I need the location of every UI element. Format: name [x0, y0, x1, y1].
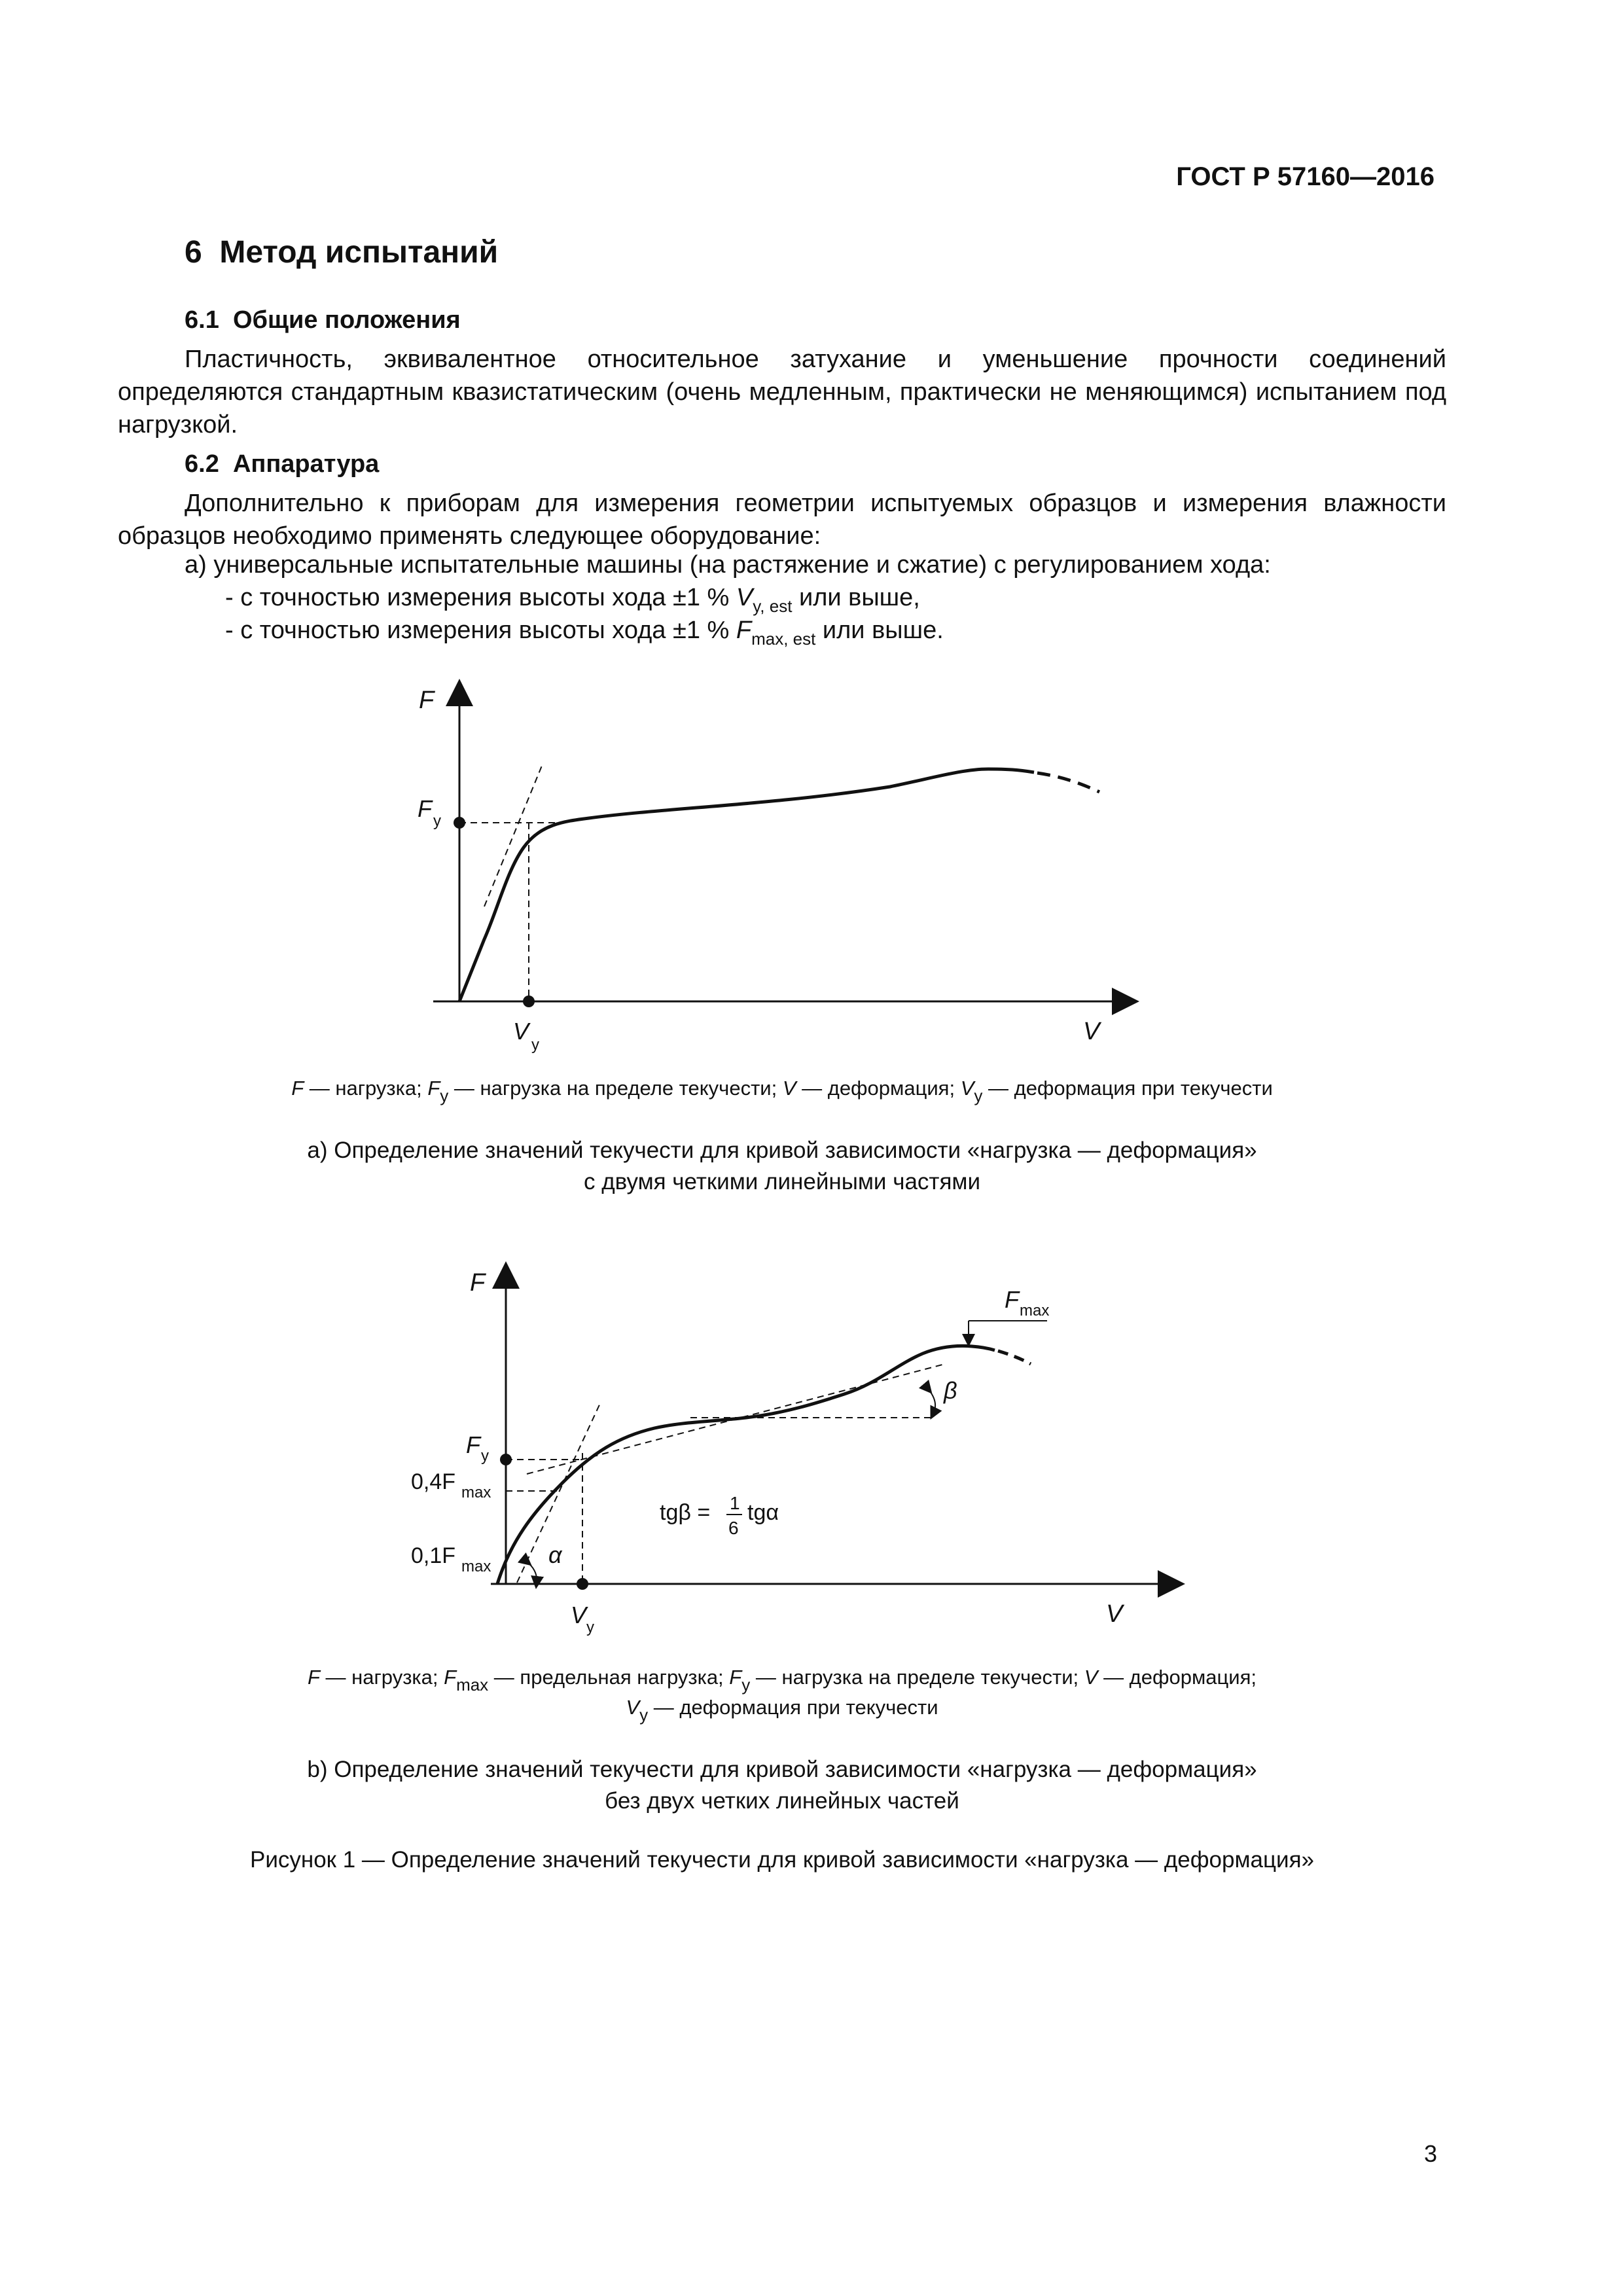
caption-line: с двумя четкими линейными частями	[583, 1169, 981, 1194]
legend-line	[118, 1693, 1446, 1723]
subsection-title: Общие положения	[232, 306, 461, 334]
section-title	[185, 234, 498, 270]
legend-text: — предельная нагрузка;	[488, 1666, 730, 1689]
load-deformation-curve	[497, 1346, 995, 1584]
symbol: V	[736, 584, 753, 611]
section-title-text: Метод испытаний	[219, 235, 499, 270]
alpha-label: α	[548, 1541, 562, 1568]
formula-denominator: 6	[728, 1518, 739, 1538]
legend-text: — деформация при текучести	[648, 1696, 938, 1719]
f01-label: 0,1F	[411, 1543, 456, 1568]
subsection-number: 6.2	[185, 450, 219, 478]
figure-title: Рисунок 1 — Определение значений текучести для кривой зависимости «нагрузка — деформация»	[249, 1847, 1315, 1873]
legend-symbol: F	[291, 1077, 304, 1100]
load-deformation-curve	[459, 769, 1034, 1001]
caption-line: a) Определение значений текучести для кривой зависимости «нагрузка — деформация»	[307, 1138, 1257, 1163]
symbol: F	[736, 617, 752, 644]
legend-text: — нагрузка на пределе текучести;	[750, 1666, 1084, 1689]
figure-b-diagram	[393, 1250, 1243, 1643]
subsection-6-1-text	[118, 343, 1446, 441]
fmax-label: F	[1005, 1286, 1019, 1313]
f01-label-sub: max	[461, 1558, 491, 1575]
x-axis-label: V	[1106, 1600, 1123, 1628]
formula-lhs: tgβ =	[660, 1500, 711, 1525]
legend-symbol: F	[427, 1077, 440, 1100]
list-item-a: a) универсальные испытательные машины (на растяжение и сжатие) с регулированием хода:	[185, 551, 1271, 579]
f04-label: 0,4F	[411, 1469, 456, 1494]
alpha-arc	[527, 1562, 537, 1583]
legend-symbol: F	[307, 1666, 320, 1689]
fy-label-sub: y	[481, 1447, 489, 1465]
legend-line	[118, 1662, 1446, 1693]
legend-symbol: V	[1084, 1666, 1098, 1689]
list-dash-1	[225, 584, 920, 616]
legend-subscript: y	[440, 1086, 449, 1105]
formula-numerator: 1	[730, 1493, 740, 1513]
figure-a-legend	[118, 1073, 1446, 1103]
legend-symbol: V	[626, 1696, 640, 1719]
legend-text: — нагрузка;	[304, 1077, 428, 1100]
legend-subscript: y	[741, 1675, 751, 1695]
fy-point	[454, 817, 465, 829]
fy-label-sub: y	[433, 812, 441, 830]
figure-a-diagram	[393, 668, 1178, 1060]
vy-label: V	[571, 1602, 587, 1628]
legend-symbol: F	[729, 1666, 742, 1689]
subsection-6-1-heading	[185, 306, 461, 334]
figure-b-caption	[118, 1754, 1446, 1817]
legend-subscript: y	[974, 1086, 983, 1105]
paragraph: Пластичность, эквивалентное относительное затухание и уменьшение прочности соединений определяются стандартным квазистатическим (очень медленным, практически не меняющимся) испытанием под нагрузкой.	[118, 346, 1446, 439]
legend-symbol: V	[782, 1077, 796, 1100]
fy-point	[500, 1454, 512, 1465]
dash-text: - с точностью измерения высоты хода ±1 %	[225, 617, 736, 644]
dash-text: или выше.	[815, 617, 944, 644]
figure-b-legend	[118, 1662, 1446, 1723]
vy-label: V	[513, 1018, 529, 1045]
vy-point	[523, 996, 535, 1007]
vy-label-sub: y	[531, 1036, 539, 1054]
legend-symbol: V	[960, 1077, 974, 1100]
legend-subscript: y	[639, 1705, 649, 1725]
figure-a-caption	[118, 1135, 1446, 1198]
fmax-label-sub: max	[1020, 1302, 1050, 1319]
curve-extension	[998, 1351, 1031, 1364]
legend-text: — нагрузка;	[319, 1666, 444, 1689]
fy-label: F	[466, 1431, 480, 1458]
legend-text: — деформация;	[796, 1077, 961, 1100]
subscript: max, est	[751, 629, 816, 649]
y-axis-label: F	[470, 1269, 486, 1297]
document-code: ГОСТ Р 57160—2016	[1176, 162, 1435, 191]
legend-text: — деформация;	[1097, 1666, 1257, 1689]
subscript: y, est	[753, 596, 793, 616]
subsection-title: Аппаратура	[232, 450, 380, 478]
list-dash-2	[225, 617, 944, 649]
y-axis-label: F	[419, 687, 435, 714]
vy-label-sub: y	[586, 1619, 594, 1636]
caption-line: b) Определение значений текучести для кривой зависимости «нагрузка — деформация»	[307, 1757, 1257, 1782]
subsection-6-2-heading	[185, 450, 379, 478]
x-axis-label: V	[1083, 1018, 1100, 1045]
subsection-6-2-text	[118, 487, 1446, 552]
f04-label-sub: max	[461, 1484, 491, 1501]
paragraph: Дополнительно к приборам для измерения геометрии испытуемых образцов и измерения влажности образцов необходимо применять следующее оборудование:	[118, 490, 1446, 550]
beta-label: β	[944, 1377, 957, 1404]
legend-symbol: F	[444, 1666, 457, 1689]
fy-label: F	[418, 795, 432, 822]
vy-point	[577, 1578, 588, 1590]
legend-text: — нагрузка на пределе текучести;	[448, 1077, 783, 1100]
section-number: 6	[185, 235, 202, 270]
page-number: 3	[1423, 2140, 1437, 2167]
caption-line: без двух четких линейных частей	[605, 1788, 959, 1814]
curve-extension	[1037, 773, 1099, 792]
formula-rhs: tgα	[747, 1500, 779, 1525]
legend-subscript: max	[456, 1675, 489, 1695]
dash-text: или выше,	[792, 584, 920, 611]
beta-arc	[928, 1389, 935, 1414]
dash-text: - с точностью измерения высоты хода ±1 %	[225, 584, 736, 611]
subsection-number: 6.1	[185, 306, 219, 334]
legend-text: — деформация при текучести	[982, 1077, 1273, 1100]
